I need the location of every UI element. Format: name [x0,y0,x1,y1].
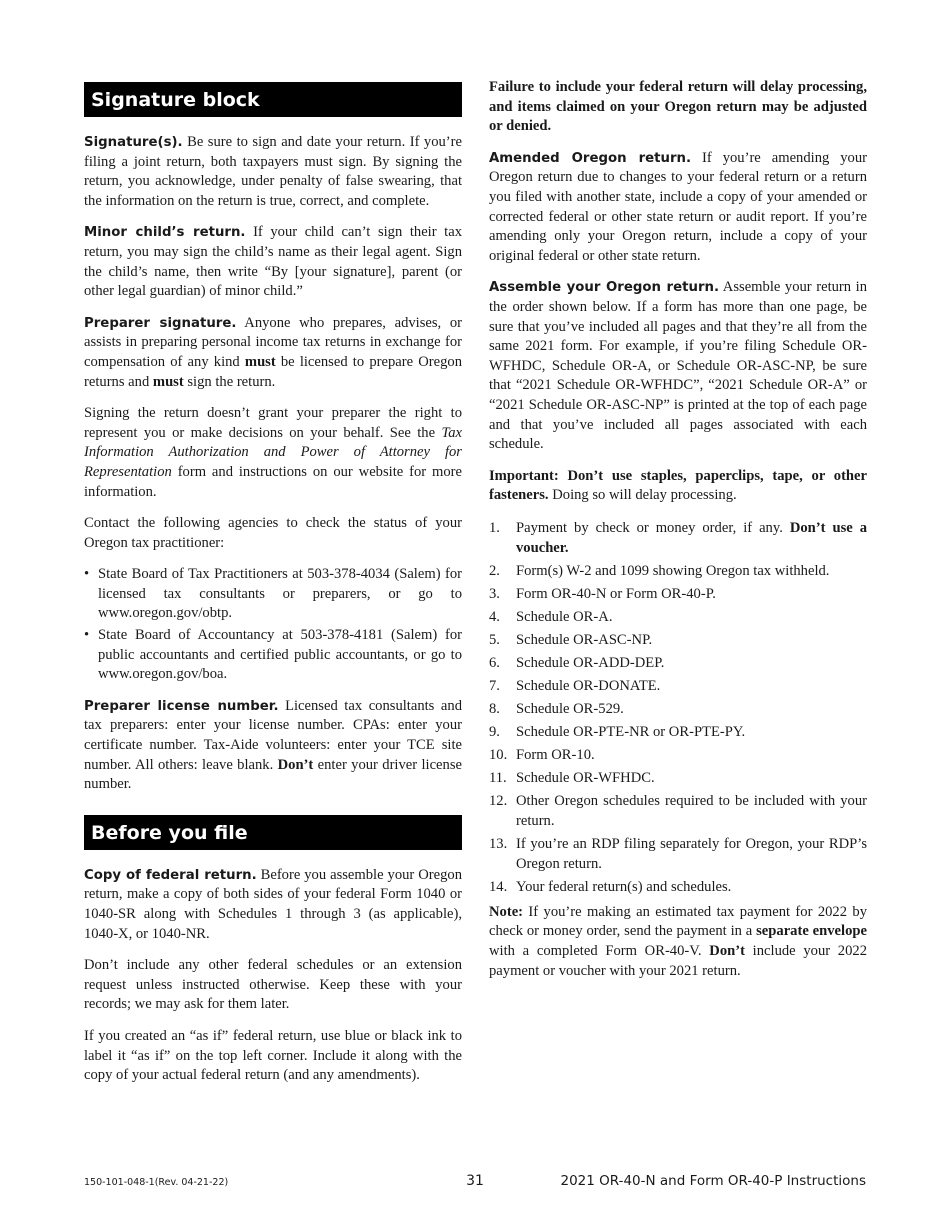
form-title-poa: Tax Information Authorization and Power of Attorney for Representation [84,424,462,480]
section-header-before-you-file: Before you file [84,815,462,850]
list-number: 14. [489,878,508,895]
list-text: Schedule OR-PTE-NR or OR-PTE-PY. [516,723,746,740]
text-important: Doing so will delay processing. [548,487,737,504]
list-number: 3. [489,585,500,602]
section-header-signature-block: Signature block [84,82,462,117]
paragraph-amended [489,149,867,267]
list-item [489,877,867,897]
text-amended: If you’re amending your Oregon return due to changes to your federal return or a return you filed with another state, include a copy of your amended or corrected federal or other state return or audit report. If you’re amending only your Oregon return, include a copy of your original federal or other state return. [489,149,867,264]
paragraph-note [489,903,867,981]
list-text: Form OR-10. [516,746,595,763]
text-license-1: Licensed tax consultants and tax preparers: enter your license number. CPAs: enter your certificate number. Tax-Aide volunteers: enter your TCE site number. All others: leave blank. [84,697,462,773]
bullet-icon: • [84,566,90,583]
list-text: Form OR-40-N or Form OR-40-P. [516,585,716,602]
list-number: 6. [489,654,500,671]
agency-item-tax-practitioners [84,565,462,624]
assembly-order-list [489,518,867,897]
emphasis-separate-envelope: separate envelope [756,923,867,940]
paragraph-signing [84,404,462,502]
list-number: 8. [489,700,500,717]
list-item [489,834,867,874]
list-item [489,768,867,788]
text-assemble: Assemble your return in the order shown below. If a form has more than one page, be sure that you’ve included all pages and that they’re all from the same 2021 form. For example, if you’re filing Schedule OR-WFHDC, Schedule OR-A, or Schedule OR-ASC-NP, be sure that “2021 Schedule OR-WFHDC”, “2021 Schedule OR-A” or “2021 Schedule OR-ASC-NP” is printed at the top of each page and that you’ve included all pages associated with each schedule. [489,279,867,453]
list-text: Payment by check or money order, if any. [516,519,790,536]
footer-title: 2021 OR-40-N and Form OR-40-P Instructions [560,1173,866,1189]
list-emphasis: Don’t use a voucher. [516,519,867,556]
page-footer [84,1173,866,1193]
paragraph-signatures [84,133,462,211]
text-signing-2: form and instructions on our website for more information. [84,463,462,500]
list-item [489,699,867,719]
lead-note: Note: [489,903,524,920]
lead-preparer-signature: Preparer signature. [84,315,237,331]
agency-item-accountancy [84,626,462,685]
list-number: 9. [489,723,500,740]
list-item [489,722,867,742]
list-number: 4. [489,608,500,625]
paragraph-failure [489,78,867,137]
emphasis-dont: Don’t [277,756,314,773]
page-number: 31 [466,1173,484,1189]
text-copy-federal: Before you assemble your Oregon return, make a copy of both sides of your federal Form 1040 or 1040-SR along with Schedules 1 through 3 (as applicable), 1040-X, or 1040-NR. [84,866,462,942]
text-preparer-3: sign the return. [183,373,276,390]
list-number: 13. [489,835,508,852]
list-number: 5. [489,631,500,648]
right-column [489,78,867,993]
list-item [489,676,867,696]
list-text: Your federal return(s) and schedules. [516,878,732,895]
paragraph-as-if: If you created an “as if” federal return, use blue or black ink to label it “as if” on the top left corner. Include it along with the copy of your actual federal return (and any amendments). [84,1027,462,1084]
list-item [489,584,867,604]
paragraph-copy-federal [84,866,462,944]
agency-text: State Board of Accountancy at 503-378-4181 (Salem) for public accountants and certified public accountants, or go to www.oregon.gov/boa. [98,627,462,683]
lead-signatures: Signature(s). [84,135,183,150]
list-text: Schedule OR-ASC-NP. [516,631,653,648]
text-minor-child: If your child can’t sign their tax return, you may sign the child’s name as their legal agent. Sign the child’s name, then write “By [your signature], parent (or other legal guardian) of minor child.” [84,224,462,300]
bullet-icon: • [84,627,90,644]
agency-text: State Board of Tax Practitioners at 503-378-4034 (Salem) for licensed tax consultants or preparers, or go to www.oregon.gov/obtp. [98,566,462,622]
lead-assemble: Assemble your Oregon return. [489,280,720,296]
list-text: Schedule OR-529. [516,700,624,717]
list-number: 1. [489,519,500,536]
list-text: Schedule OR-A. [516,608,613,625]
form-revision-code: 150-101-048-1(Rev. 04-21-22) [84,1177,229,1188]
lead-minor-child: Minor child’s return. [84,225,246,241]
list-number: 11. [489,769,507,786]
list-item [489,630,867,650]
text-failure: Failure to include your federal return will delay processing, and items claimed on your Oregon return may be adjusted or denied. [489,79,867,135]
paragraph-preparer-signature [84,314,462,392]
list-text: Schedule OR-DONATE. [516,677,661,694]
lead-copy-federal: Copy of federal return. [84,867,257,883]
paragraph-contact: Contact the following agencies to check the status of your Oregon tax practitioner: [84,515,462,551]
list-text: Form(s) W-2 and 1099 showing Oregon tax withheld. [516,562,830,579]
list-item [489,561,867,581]
emphasis-dont: Don’t [709,943,745,960]
text-license-2: enter your driver license number. [84,756,462,793]
text-preparer-2: be licensed to prepare Oregon returns and [84,353,463,390]
paragraph-license-number [84,697,462,795]
list-text: Schedule OR-WFHDC. [516,769,655,786]
left-column [84,78,462,1098]
list-text: Schedule OR-ADD-DEP. [516,654,665,671]
paragraph-minor-child [84,223,462,301]
paragraph-dont-include: Don’t include any other federal schedules or an extension request unless instructed otherwise. Keep these with your records; we may ask for them later. [84,957,462,1013]
emphasis-must-1: must [244,353,276,370]
lead-license-number: Preparer license number. [84,698,279,714]
list-text: Other Oregon schedules required to be included with your return. [516,792,867,829]
text-note-3: include your 2022 payment or voucher with your 2021 return. [489,943,867,979]
list-item [489,745,867,765]
agency-list [84,565,462,685]
lead-important: Important: Don’t use staples, paperclips, tape, or other fasteners. [489,467,867,504]
text-preparer-1: Anyone who prepares, advises, or assists in preparing personal income tax returns in exchange for compensation of any kind [84,314,462,370]
list-number: 7. [489,677,500,694]
text-signatures: Be sure to sign and date your return. If you’re filing a joint return, both taxpayers must sign. By signing the return, you acknowledge, under penalty of false swearing, that the information on the return is true, correct, and complete. [84,134,462,209]
paragraph-important [489,467,867,506]
list-item [489,607,867,627]
text-note-1: If you’re making an estimated tax payment for 2022 by check or money order, send the payment in a [489,903,867,940]
paragraph-assemble [489,278,867,454]
list-number: 12. [489,792,508,809]
list-item [489,791,867,831]
text-signing-1: Signing the return doesn’t grant your preparer the right to represent you or make decisions on your behalf. See the [84,405,462,441]
emphasis-must-2: must [152,373,184,390]
list-item [489,653,867,673]
text-note-2: with a completed Form OR-40-V. [489,943,710,960]
list-number: 2. [489,562,500,579]
lead-amended: Amended Oregon return. [489,150,692,166]
list-number: 10. [489,746,508,763]
list-item [489,518,867,558]
list-text: If you’re an RDP filing separately for Oregon, your RDP’s Oregon return. [516,835,867,872]
